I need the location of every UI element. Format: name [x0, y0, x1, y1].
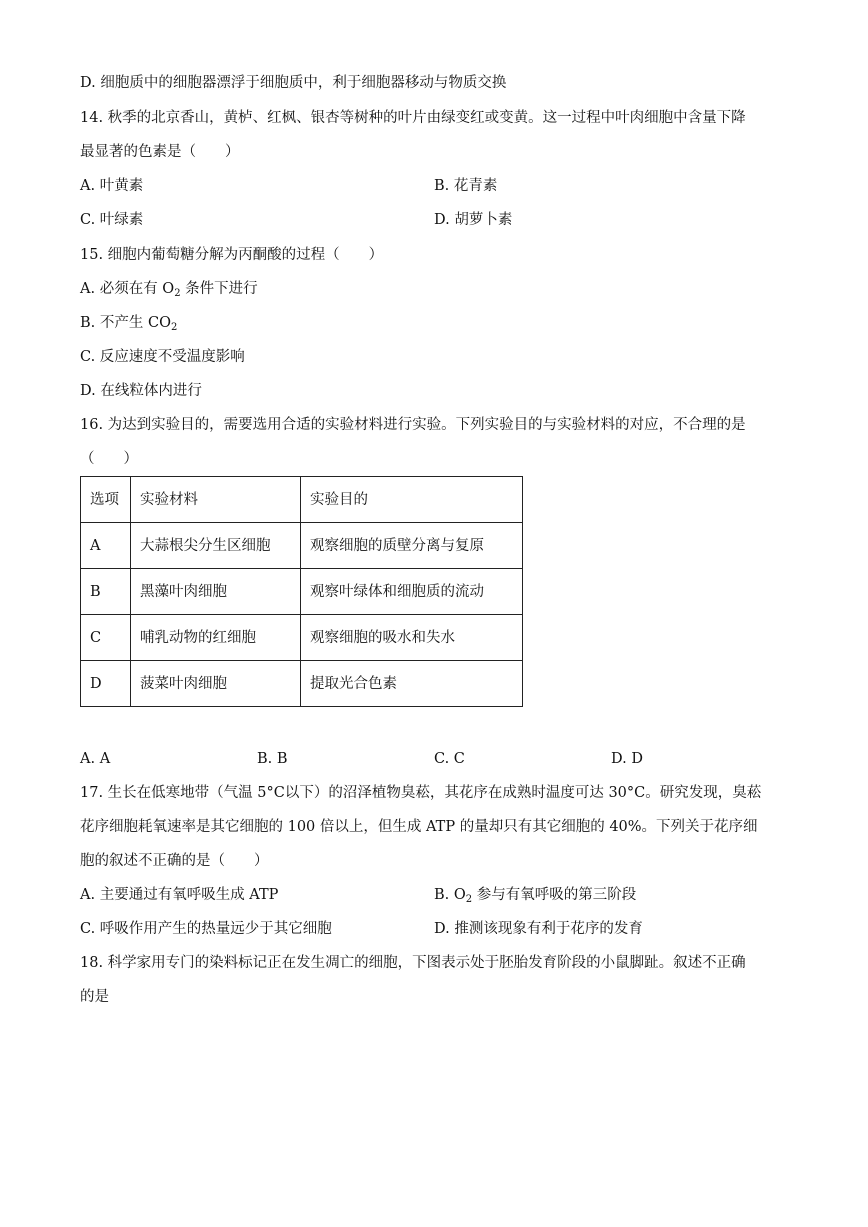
table-cell: 哺乳动物的红细胞 — [131, 615, 301, 661]
q15-option-b: B. 不产生 $CO_2$ — [80, 315, 178, 333]
table-cell: 菠菜叶肉细胞 — [131, 661, 301, 707]
table-cell: D — [81, 661, 131, 707]
q14-option-c: C. 叶绿素 — [80, 212, 144, 228]
table-cell: C — [81, 615, 131, 661]
q15-option-d: D. 在线粒体内进行 — [80, 383, 202, 399]
q16-stem-line2: （ ） — [80, 451, 138, 467]
table-header-cell: 实验目的 — [301, 477, 523, 523]
q16-option-b: B. B — [257, 751, 288, 767]
q15-stem: 15. 细胞内葡萄糖分解为丙酮酸的过程（ ） — [80, 247, 384, 263]
q17-stem-line2: 花序细胞耗氧速率是其它细胞的 100 倍以上，但生成 ATP 的量却只有其它细胞的 40%。下列关于花序细 — [80, 819, 758, 835]
table-row — [81, 569, 523, 615]
table-cell: 大蒜根尖分生区细胞 — [131, 523, 301, 569]
q16-stem-line1: 16. 为达到实验目的，需要选用合适的实验材料进行实验。下列实验目的与实验材料的对应，不合理的是 — [80, 417, 746, 433]
q17-stem-line1: 17. 生长在低寒地带（气温 5°C以下）的沼泽植物臭菘，其花序在成熟时温度可达 30°C。研究发现，臭菘 — [80, 785, 762, 801]
q16-option-d: D. D — [611, 751, 643, 767]
q13-option-d: D. 细胞质中的细胞器漂浮于细胞质中，利于细胞器移动与物质交换 — [80, 75, 507, 91]
q14-option-b: B. 花青素 — [434, 178, 498, 194]
table-cell: 观察细胞的吸水和失水 — [301, 615, 523, 661]
table-cell: 观察叶绿体和细胞质的流动 — [301, 569, 523, 615]
q17-option-d: D. 推测该现象有利于花序的发育 — [434, 921, 643, 937]
q18-stem-line1: 18. 科学家用专门的染料标记正在发生凋亡的细胞，下图表示处于胚胎发育阶段的小鼠脚趾。叙述不正确 — [80, 955, 746, 971]
table-row — [81, 615, 523, 661]
q16-table — [80, 476, 523, 707]
q18-stem-line2: 的是 — [80, 989, 109, 1005]
table-cell: 黑藻叶肉细胞 — [131, 569, 301, 615]
table-cell: 观察细胞的质壁分离与复原 — [301, 523, 523, 569]
table-row — [81, 661, 523, 707]
table-cell: A — [81, 523, 131, 569]
q16-option-c: C. C — [434, 751, 465, 767]
table-header-cell: 实验材料 — [131, 477, 301, 523]
q15-option-c: C. 反应速度不受温度影响 — [80, 349, 245, 365]
table-cell: B — [81, 569, 131, 615]
table-row — [81, 523, 523, 569]
table-cell: 提取光合色素 — [301, 661, 523, 707]
q14-option-a: A. 叶黄素 — [80, 178, 144, 194]
q15-option-a: A. 必须在有 $O_2$ 条件下进行 — [80, 281, 258, 299]
table-header-cell: 选项 — [81, 477, 131, 523]
q14-stem-line1: 14. 秋季的北京香山，黄栌、红枫、银杏等树种的叶片由绿变红或变黄。这一过程中叶肉细胞中含量下降 — [80, 110, 746, 126]
q16-option-a: A. A — [80, 751, 111, 767]
q17-stem-line3: 胞的叙述不正确的是（ ） — [80, 853, 269, 869]
q14-stem-line2: 最显著的色素是（ ） — [80, 144, 240, 160]
table-header-row — [81, 477, 523, 523]
q17-option-b: B. $O_2$ 参与有氧呼吸的第三阶段 — [434, 887, 637, 905]
q17-option-c: C. 呼吸作用产生的热量远少于其它细胞 — [80, 921, 332, 937]
q17-option-a: A. 主要通过有氧呼吸生成 ATP — [80, 887, 279, 903]
q14-option-d: D. 胡萝卜素 — [434, 212, 513, 228]
